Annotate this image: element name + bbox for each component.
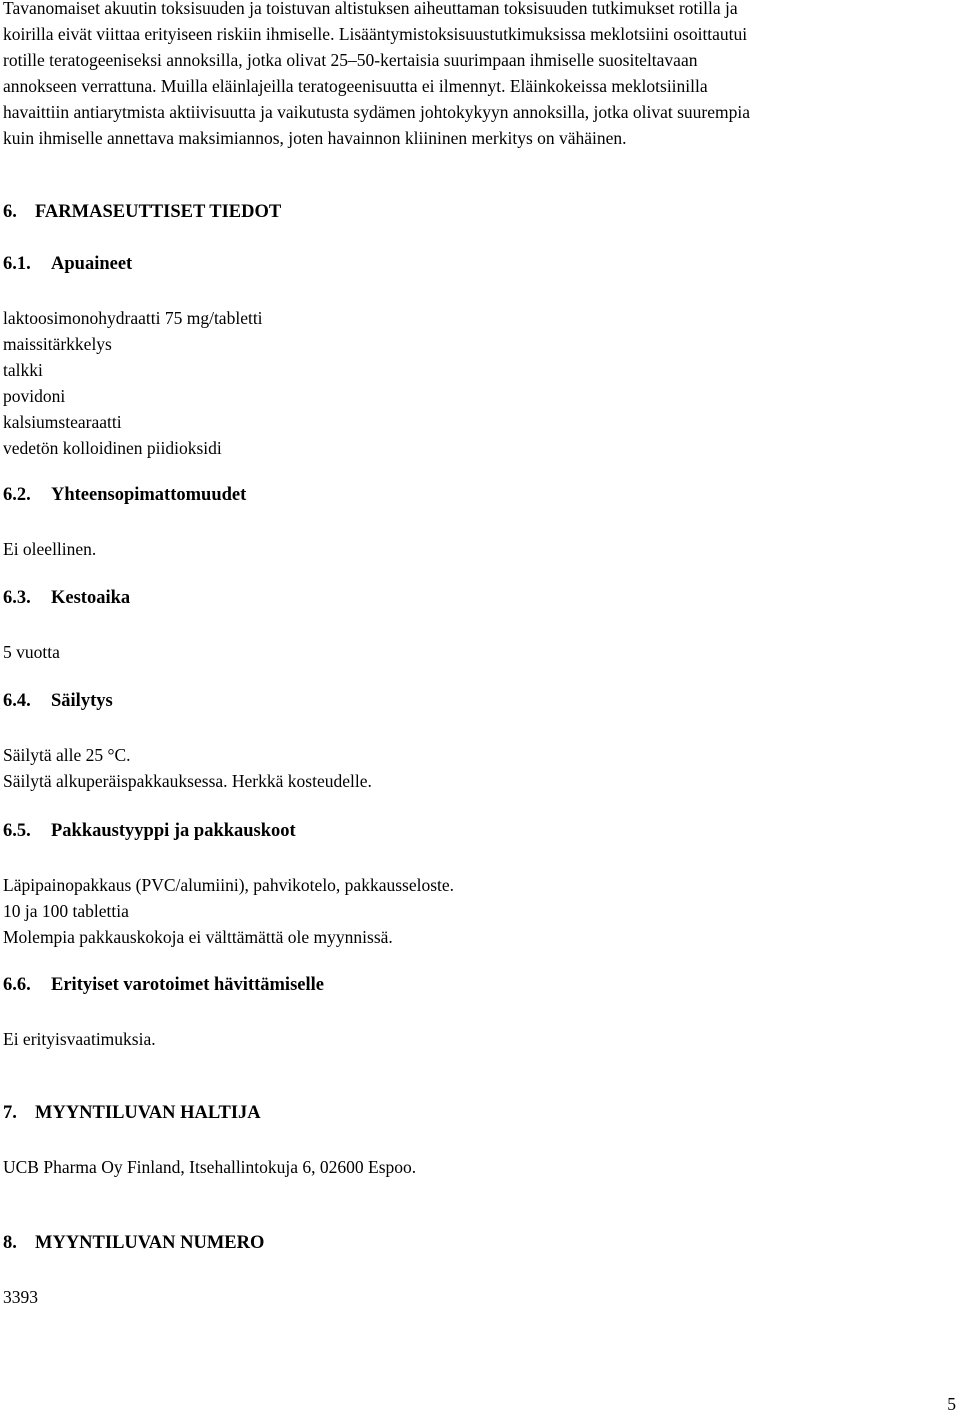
list-item: talkki bbox=[3, 360, 43, 380]
storage-line: Säilytä alkuperäispakkauksessa. Herkkä kosteudelle. bbox=[3, 771, 372, 791]
section-number: 8. bbox=[3, 1233, 17, 1253]
section-6-6-heading bbox=[3, 975, 324, 996]
section-number: 6. bbox=[3, 202, 17, 222]
package-line: Läpipainopakkaus (PVC/alumiini), pahvikotelo, pakkausseloste. bbox=[3, 875, 455, 895]
page-number: 5 bbox=[947, 1394, 956, 1414]
section-number: 6.3. bbox=[3, 588, 31, 608]
section-7-heading bbox=[3, 1103, 261, 1124]
section-6-5-heading bbox=[3, 821, 296, 842]
section-6-2-text: Ei oleellinen. bbox=[3, 539, 97, 559]
intro-line: havaittiin antiarytmista aktiivisuutta ja vaikutusta sydämen johtokykyyn annoksilla, jotka olivat suurempia bbox=[3, 102, 751, 122]
storage-line: Säilytä alle 25 °C. bbox=[3, 745, 131, 765]
section-title: FARMASEUTTISET TIEDOT bbox=[35, 202, 282, 222]
section-title: Yhteensopimattomuudet bbox=[51, 485, 247, 505]
list-item: maissitärkkelys bbox=[3, 334, 112, 354]
section-title: MYYNTILUVAN HALTIJA bbox=[35, 1103, 261, 1123]
package-line: 10 ja 100 tablettia bbox=[3, 901, 129, 921]
section-6-1-heading bbox=[3, 254, 132, 275]
section-6-5-text bbox=[3, 872, 454, 950]
section-6-2-heading bbox=[3, 485, 246, 506]
intro-line: rotille teratogeeniseksi annoksilla, jotka olivat 25–50-kertaisia suurimpaan ihmiselle suositeltavaan bbox=[3, 50, 698, 70]
intro-line: kuin ihmiselle annettava maksimiannos, joten havainnon kliininen merkitys on vähäinen. bbox=[3, 128, 627, 148]
section-number: 6.6. bbox=[3, 975, 31, 995]
intro-paragraph bbox=[3, 0, 750, 151]
list-item: kalsiumstearaatti bbox=[3, 412, 122, 432]
section-title: Erityiset varotoimet hävittämiselle bbox=[51, 975, 324, 995]
section-number: 6.4. bbox=[3, 691, 31, 711]
intro-line: koirilla eivät viittaa erityiseen riskiin ihmiselle. Lisääntymistoksisuustutkimuksissa meklotsiini osoittautui bbox=[3, 24, 748, 44]
section-8-heading bbox=[3, 1233, 264, 1254]
section-title: Apuaineet bbox=[51, 254, 133, 274]
list-item: povidoni bbox=[3, 386, 66, 406]
section-title: MYYNTILUVAN NUMERO bbox=[35, 1233, 265, 1253]
section-6-4-text bbox=[3, 742, 372, 794]
section-7-text: UCB Pharma Oy Finland, Itsehallintokuja 6, 02600 Espoo. bbox=[3, 1157, 417, 1177]
section-title: Säilytys bbox=[51, 691, 113, 711]
list-item: vedetön kolloidinen piidioksidi bbox=[3, 438, 222, 458]
section-title: Pakkaustyyppi ja pakkauskoot bbox=[51, 821, 296, 841]
section-number: 6.2. bbox=[3, 485, 31, 505]
intro-line: Tavanomaiset akuutin toksisuuden ja toistuvan altistuksen aiheuttaman toksisuuden tutkimukset rotilla ja bbox=[3, 0, 738, 18]
section-number: 7. bbox=[3, 1103, 17, 1123]
section-number: 6.1. bbox=[3, 254, 31, 274]
list-item: laktoosimonohydraatti 75 mg/tabletti bbox=[3, 308, 263, 328]
excipient-list bbox=[3, 305, 263, 461]
section-number: 6.5. bbox=[3, 821, 31, 841]
package-line: Molempia pakkauskokoja ei välttämättä ole myynnissä. bbox=[3, 927, 393, 947]
section-6-heading bbox=[3, 202, 281, 223]
section-6-3-text: 5 vuotta bbox=[3, 642, 60, 662]
section-6-4-heading bbox=[3, 691, 113, 712]
section-6-3-heading bbox=[3, 588, 130, 609]
section-6-6-text: Ei erityisvaatimuksia. bbox=[3, 1029, 156, 1049]
section-8-text: 3393 bbox=[3, 1287, 38, 1307]
intro-line: annokseen verrattuna. Muilla eläinlajeilla teratogeenisuutta ei ilmennyt. Eläinkokeissa meklotsiinilla bbox=[3, 76, 708, 96]
section-title: Kestoaika bbox=[51, 588, 131, 608]
